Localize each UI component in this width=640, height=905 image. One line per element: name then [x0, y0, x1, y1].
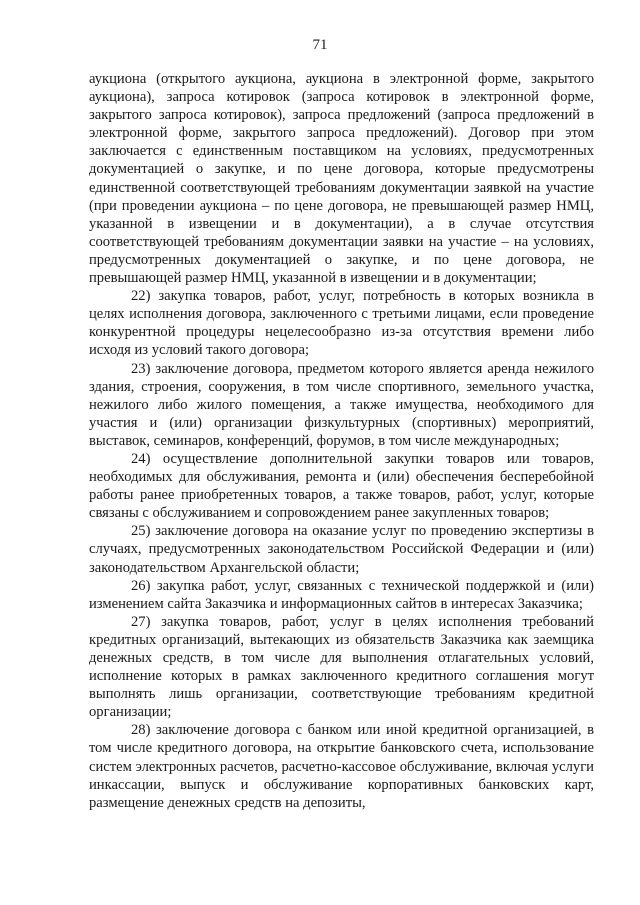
- list-item-27: 27) закупка товаров, работ, услуг в целях исполнения требований кредитных организаций, вытекающих из обязательств Заказчика как заемщика денежных средств, в том числе для выполнения отлагательных условий, исполнение которых в рамках заключенного кредитного соглашения могут выполнять лишь организации, соответствующие требованиям кредитной организации;: [89, 613, 594, 721]
- document-body: [89, 70, 594, 812]
- list-item-23: 23) заключение договора, предметом которого является аренда нежилого здания, строения, сооружения, в том числе спортивного, земельного участка, нежилого либо жилого помещения, а также имущества, необходимого для участия и (или) организации физкультурных (спортивных) мероприятий, выставок, семинаров, конференций, форумов, в том числе международных;: [89, 360, 594, 449]
- list-item-28: 28) заключение договора с банком или иной кредитной организацией, в том числе кредитного договора, на открытие банковского счета, использование систем электронных расчетов, расчетно-кассовое обслуживание, включая услуги инкассации, выпуск и обслуживание корпоративных банковских карт, размещение денежных средств на депозиты,: [89, 722, 594, 811]
- list-item-24: 24) осуществление дополнительной закупки товаров или товаров, необходимых для обслуживания, ремонта и (или) обеспечения бесперебойной работы ранее приобретенных товаров, а также товаров, работ, услуг, которые связаны с обслуживанием и сопровождением ранее закупленных товаров;: [89, 450, 594, 522]
- list-item-22: 22) закупка товаров, работ, услуг, потребность в которых возникла в целях исполнения договора, заключенного с третьими лицами, если проведение конкурентной процедуры нецелесообразно из-за отсутствия времени либо исходя из условий такого договора;: [89, 288, 594, 359]
- list-item-26: 26) закупка работ, услуг, связанных с технической поддержкой и (или) изменением сайта Заказчика и информационных сайтов в интересах Заказчика;: [89, 577, 594, 612]
- list-item-25: 25) заключение договора на оказание услуг по проведению экспертизы в случаях, предусмотренных законодательством Российской Федерации и (или) законодательством Архангельской области;: [89, 523, 594, 576]
- paragraph-continuation: аукциона (открытого аукциона, аукциона в электронной форме, закрытого аукциона), запроса котировок (запроса котировок в электронной форме, закрытого запроса котировок), запроса предложений (запроса предложений в электронной форме, закрытого запроса предложений). Договор при этом заключается с единственным поставщиком на условиях, предусмотренных документацией о закупке, и по цене договора, которые предусмотрены единственной соответствующей требованиям документации заявкой на участие (при проведении аукциона – по цене договора, не превышающей размер НМЦ, указанной в извещении и в документации), а в случае отсутствия соответствующей требованиям документации заявки на участие – на условиях, предусмотренных документацией о закупке, и по цене договора, не превышающей размер НМЦ, указанной в извещении и в документации;: [89, 71, 594, 287]
- page-number: 71: [312, 37, 328, 53]
